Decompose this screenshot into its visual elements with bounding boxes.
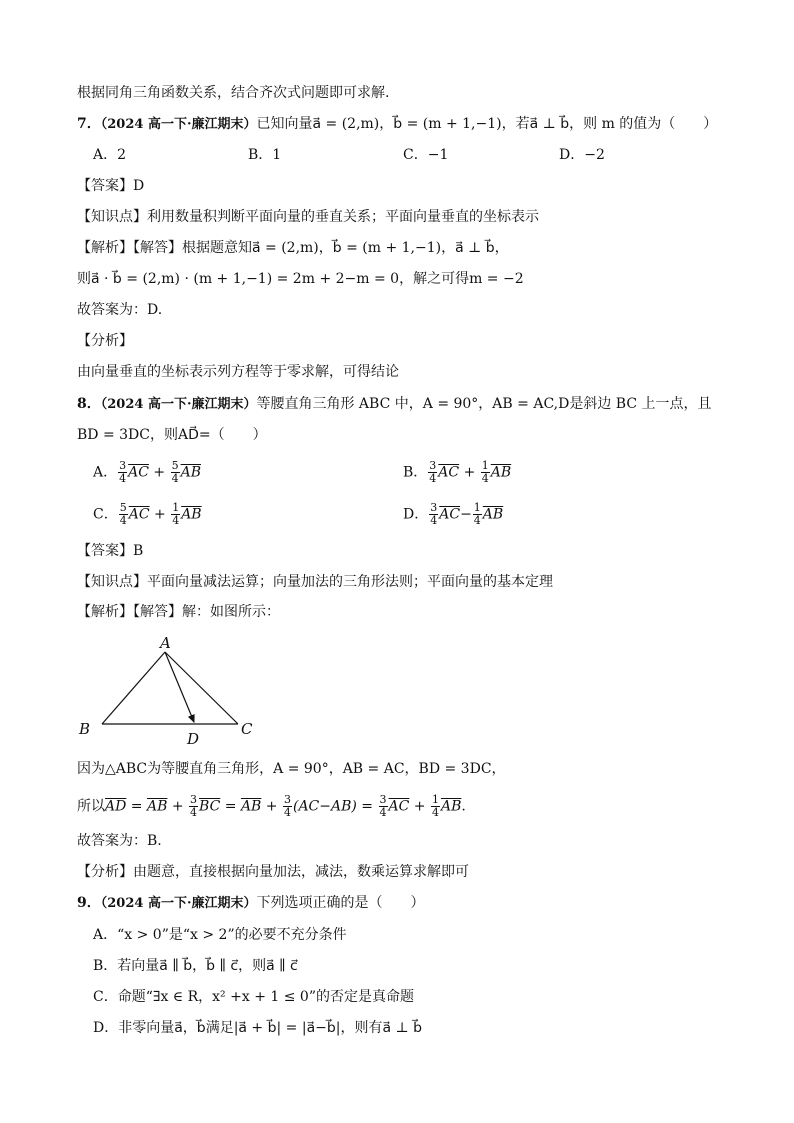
question-9	[77, 894, 424, 913]
answer: 【答案】B	[77, 543, 144, 559]
side-ab	[102, 652, 165, 724]
fraction: $\frac{5}{4}$	[119, 501, 127, 527]
fraction: $\frac{1}{4}$	[473, 501, 481, 527]
text-line: 根据同角三角函数关系，结合齐次式问题即可求解.	[77, 85, 390, 101]
option-d: D．非零向量a⃗，b⃗满足|a⃗ + b⃗| = |a⃗−b⃗|，则有a⃗ ⊥ b⃗	[93, 1020, 423, 1036]
question-text: 等腰直角三角形 ABC 中，A = 90°，AB = AC,D是斜边 BC 上一点，且	[256, 396, 712, 412]
vector: $\overline{AC}$	[128, 506, 150, 523]
question-source: （2024 高一下·廉江期末）	[100, 896, 257, 911]
vector: $\overline{AB}$	[181, 506, 202, 523]
question-source: （2024 高一下·廉江期末）	[100, 117, 257, 132]
question-text-cont: BD = 3DC，则AD⃗=（ ）	[77, 427, 267, 443]
option-b: B．1	[248, 147, 282, 163]
option-c: C．−1	[403, 147, 449, 163]
solution-line: 【解析】【解答】根据题意知a⃗ = (2,m)，b⃗ = (m + 1,−1)，a⃗ ⊥ b⃗，	[77, 240, 509, 256]
solution-line: 因为△ABC为等腰直角三角形，A = 90°，AB = AC，BD = 3DC，	[77, 761, 506, 777]
option-d: D． $\frac{3}{4}$ $\overline{AC}-$ $\frac{1}{4}$ $\overline{AB}$	[403, 501, 504, 527]
answer: 【答案】D	[77, 178, 145, 194]
knowledge-point: 【知识点】平面向量减法运算；向量加法的三角形法则；平面向量的基本定理	[77, 574, 553, 590]
solution-line: 则a⃗ · b⃗ = (2,m) · (m + 1,−1) = 2m + 2−m = 0，解之可得m = −2	[77, 271, 524, 287]
option-a: A．2	[93, 147, 127, 163]
analysis-text: 【分析】由题意，直接根据向量加法，减法，数乘运算求解即可	[77, 864, 469, 880]
option-label: D．	[403, 506, 429, 523]
option-a: A．“x > 0”是“x > 2”的必要不充分条件	[93, 927, 347, 943]
vector: $\overline{AC}$	[128, 464, 149, 481]
question-number: 8．	[77, 396, 101, 412]
vector-ad	[165, 652, 194, 722]
option-label: C．	[93, 506, 118, 523]
option-c: C． $\frac{5}{4}$ $\overline{AC}$ + $\frac{1}{4}$ $\overline{AB}$	[93, 501, 202, 527]
vector: $\overline{AB}$	[482, 506, 504, 523]
vector: $\overline{AB}$	[180, 464, 201, 481]
option-b: B． $\frac{3}{4}$ $\overline{AC}$ + $\frac{1}{4}$ $\overline{AB}$	[403, 459, 512, 485]
option-d: D．−2	[559, 147, 605, 163]
analysis-heading: 【分析】	[77, 333, 133, 349]
fraction: $\frac{3}{4}$	[429, 459, 437, 485]
solution-line: 【解析】【解答】解：如图所示：	[77, 604, 280, 620]
question-number: 9．	[77, 895, 101, 911]
option-label: B．	[403, 464, 428, 481]
triangle-figure	[76, 632, 266, 750]
option-label: A．	[93, 464, 118, 481]
question-number: 7．	[77, 116, 101, 132]
fraction: $\frac{3}{4}$	[119, 459, 127, 485]
fraction: $\frac{1}{4}$	[481, 459, 489, 485]
vector: $\overline{AC}$	[438, 464, 460, 481]
knowledge-point: 【知识点】利用数量积判断平面向量的垂直关系；平面向量垂直的坐标表示	[77, 209, 539, 225]
question-8	[77, 395, 712, 414]
fraction: $\frac{5}{4}$	[171, 459, 179, 485]
final-answer: 故答案为：D.	[77, 302, 163, 318]
option-c: C．命题“∃x ∈ R，x² +x + 1 ≤ 0”的否定是真命题	[93, 989, 414, 1005]
question-source: （2024 高一下·廉江期末）	[100, 397, 257, 412]
side-ac	[165, 652, 238, 724]
label-a: A	[160, 634, 171, 652]
final-answer: 故答案为：B.	[77, 833, 162, 849]
label-d: D	[187, 730, 200, 748]
vector: $\overline{AB}$	[490, 464, 512, 481]
question-7	[77, 115, 717, 134]
solution-equation: 所以$\overline{AD} = \overline{AB}$ + $\frac{3}{4}$ $\overline{BC} = \overline{AB}$ + $\frac{3}{4}$ (AC−AB) = $\frac{3}{4}$ $\overline{AC}$ + $\frac{1}{4}$ $\overline{AB}$.	[77, 793, 466, 819]
analysis-text: 由向量垂直的坐标表示列方程等于零求解，可得结论	[77, 364, 399, 380]
question-text: 已知向量a⃗ = (2,m)，b⃗ = (m + 1,−1)，若a⃗ ⊥ b⃗，则 m 的值为（ ）	[256, 116, 718, 132]
fraction: $\frac{3}{4}$	[430, 501, 438, 527]
label-b: B	[79, 720, 91, 738]
option-a: A． $\frac{3}{4}$ $\overline{AC}$ + $\frac{5}{4}$ $\overline{AB}$	[93, 459, 201, 485]
vector: $\overline{AC}$	[439, 506, 461, 523]
question-text: 下列选项正确的是（ ）	[256, 895, 425, 911]
label-c: C	[241, 720, 253, 738]
option-b: B．若向量a⃗ ∥ b⃗，b⃗ ∥ c⃗，则a⃗ ∥ c⃗	[93, 958, 298, 974]
fraction: $\frac{1}{4}$	[172, 501, 180, 527]
